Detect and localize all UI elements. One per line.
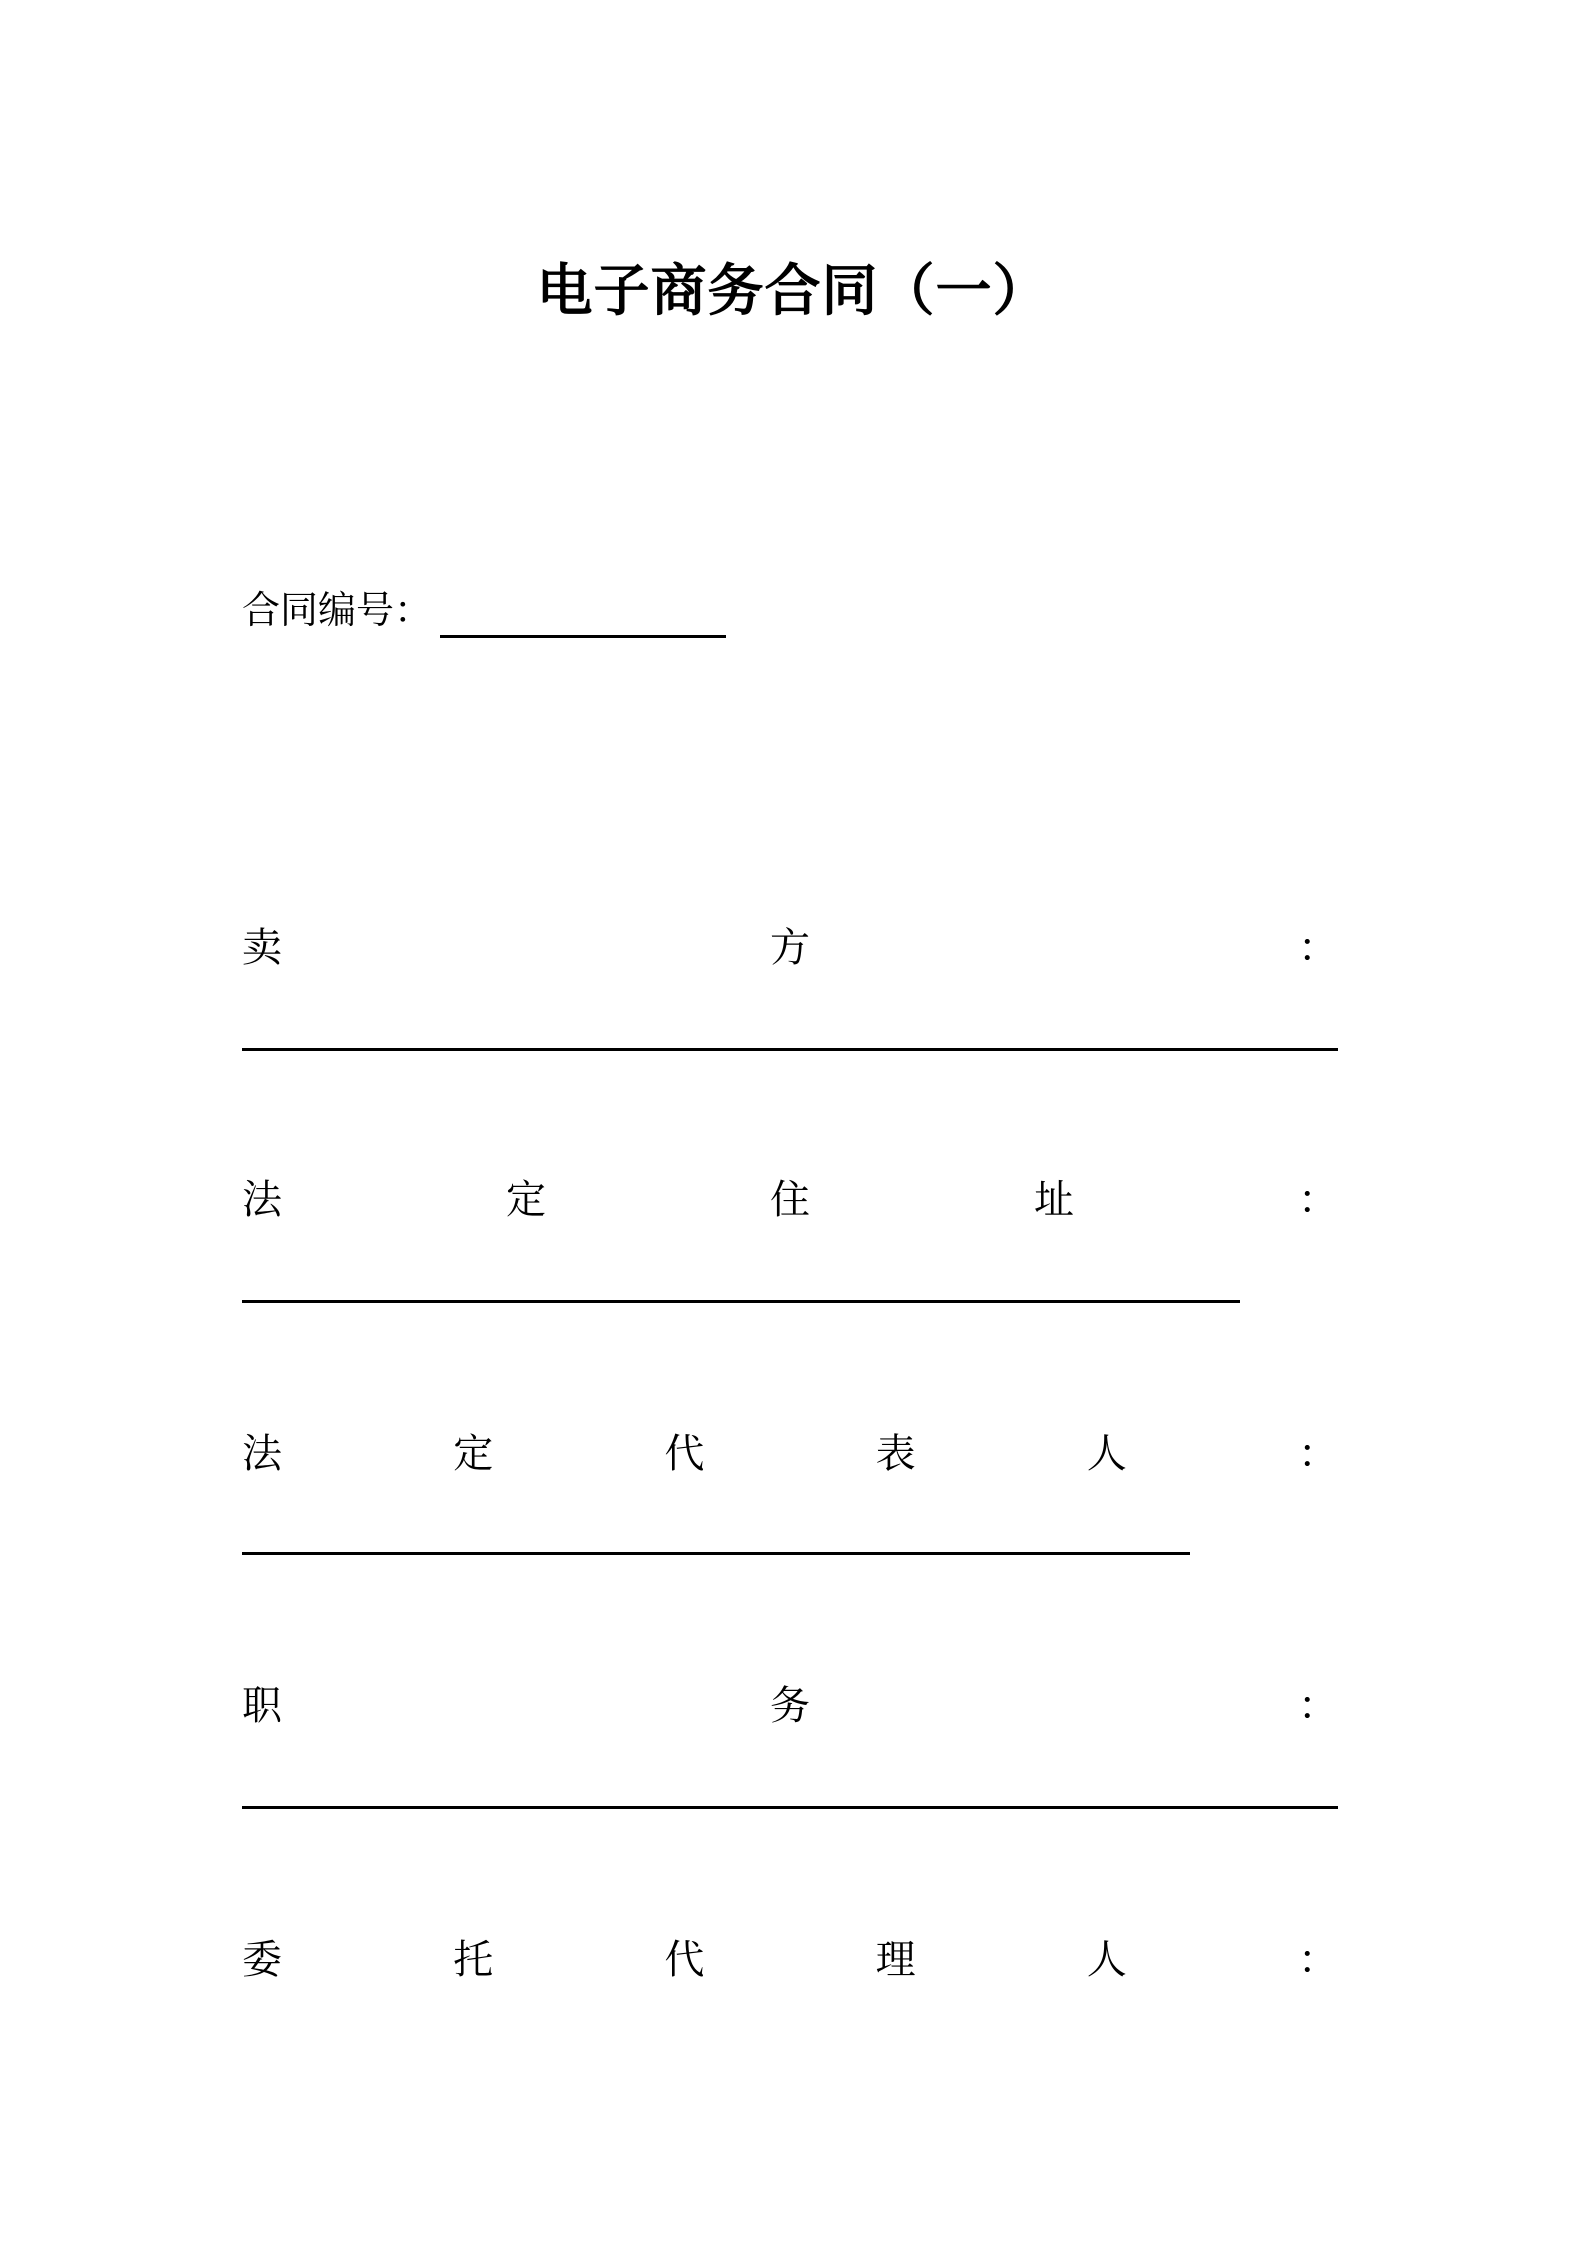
document-title: 电子商务合同（一） bbox=[536, 259, 1050, 324]
authorized-agent-label-char: 托 bbox=[453, 1937, 494, 1983]
authorized-agent-label-char: 委 bbox=[242, 1937, 282, 1983]
legal-representative-label-char: 定 bbox=[453, 1431, 494, 1477]
contract-number-label: 合同编号： bbox=[242, 588, 433, 632]
legal-address-label-char: 住 bbox=[770, 1177, 810, 1223]
legal-representative-label-char: 表 bbox=[875, 1431, 916, 1477]
seller-label-char: 方 bbox=[770, 925, 810, 971]
legal-representative-label-char: 代 bbox=[664, 1431, 705, 1477]
position-label-char: 务 bbox=[770, 1683, 810, 1729]
seller-label-colon: ： bbox=[1298, 925, 1338, 971]
authorized-agent-label-colon: ： bbox=[1297, 1937, 1338, 1983]
legal-representative-label-char: 人 bbox=[1086, 1431, 1127, 1477]
legal-address-label-row bbox=[242, 1170, 1338, 1230]
legal-representative-blank-line[interactable] bbox=[242, 1552, 1190, 1555]
contract-number-row bbox=[242, 582, 726, 638]
legal-representative-label-char: 法 bbox=[242, 1431, 282, 1477]
position-label-row bbox=[242, 1676, 1338, 1736]
seller-label-row bbox=[242, 918, 1338, 978]
position-label-colon: ： bbox=[1298, 1683, 1338, 1729]
seller-label-char: 卖 bbox=[242, 925, 282, 971]
legal-representative-label-row bbox=[242, 1424, 1338, 1484]
authorized-agent-label-char: 人 bbox=[1086, 1937, 1127, 1983]
contract-number-blank[interactable] bbox=[440, 591, 726, 638]
authorized-agent-label-char: 理 bbox=[875, 1937, 916, 1983]
legal-address-label-char: 定 bbox=[506, 1177, 546, 1223]
authorized-agent-label-row bbox=[242, 1930, 1338, 1990]
authorized-agent-label-char: 代 bbox=[664, 1937, 705, 1983]
legal-address-label-char: 址 bbox=[1034, 1177, 1074, 1223]
position-label-char: 职 bbox=[242, 1683, 282, 1729]
position-blank-line[interactable] bbox=[242, 1806, 1338, 1809]
seller-blank-line[interactable] bbox=[242, 1048, 1338, 1051]
legal-representative-label-colon: ： bbox=[1297, 1431, 1338, 1477]
legal-address-blank-line[interactable] bbox=[242, 1300, 1240, 1303]
legal-address-label-colon: ： bbox=[1298, 1177, 1338, 1223]
legal-address-label-char: 法 bbox=[242, 1177, 282, 1223]
